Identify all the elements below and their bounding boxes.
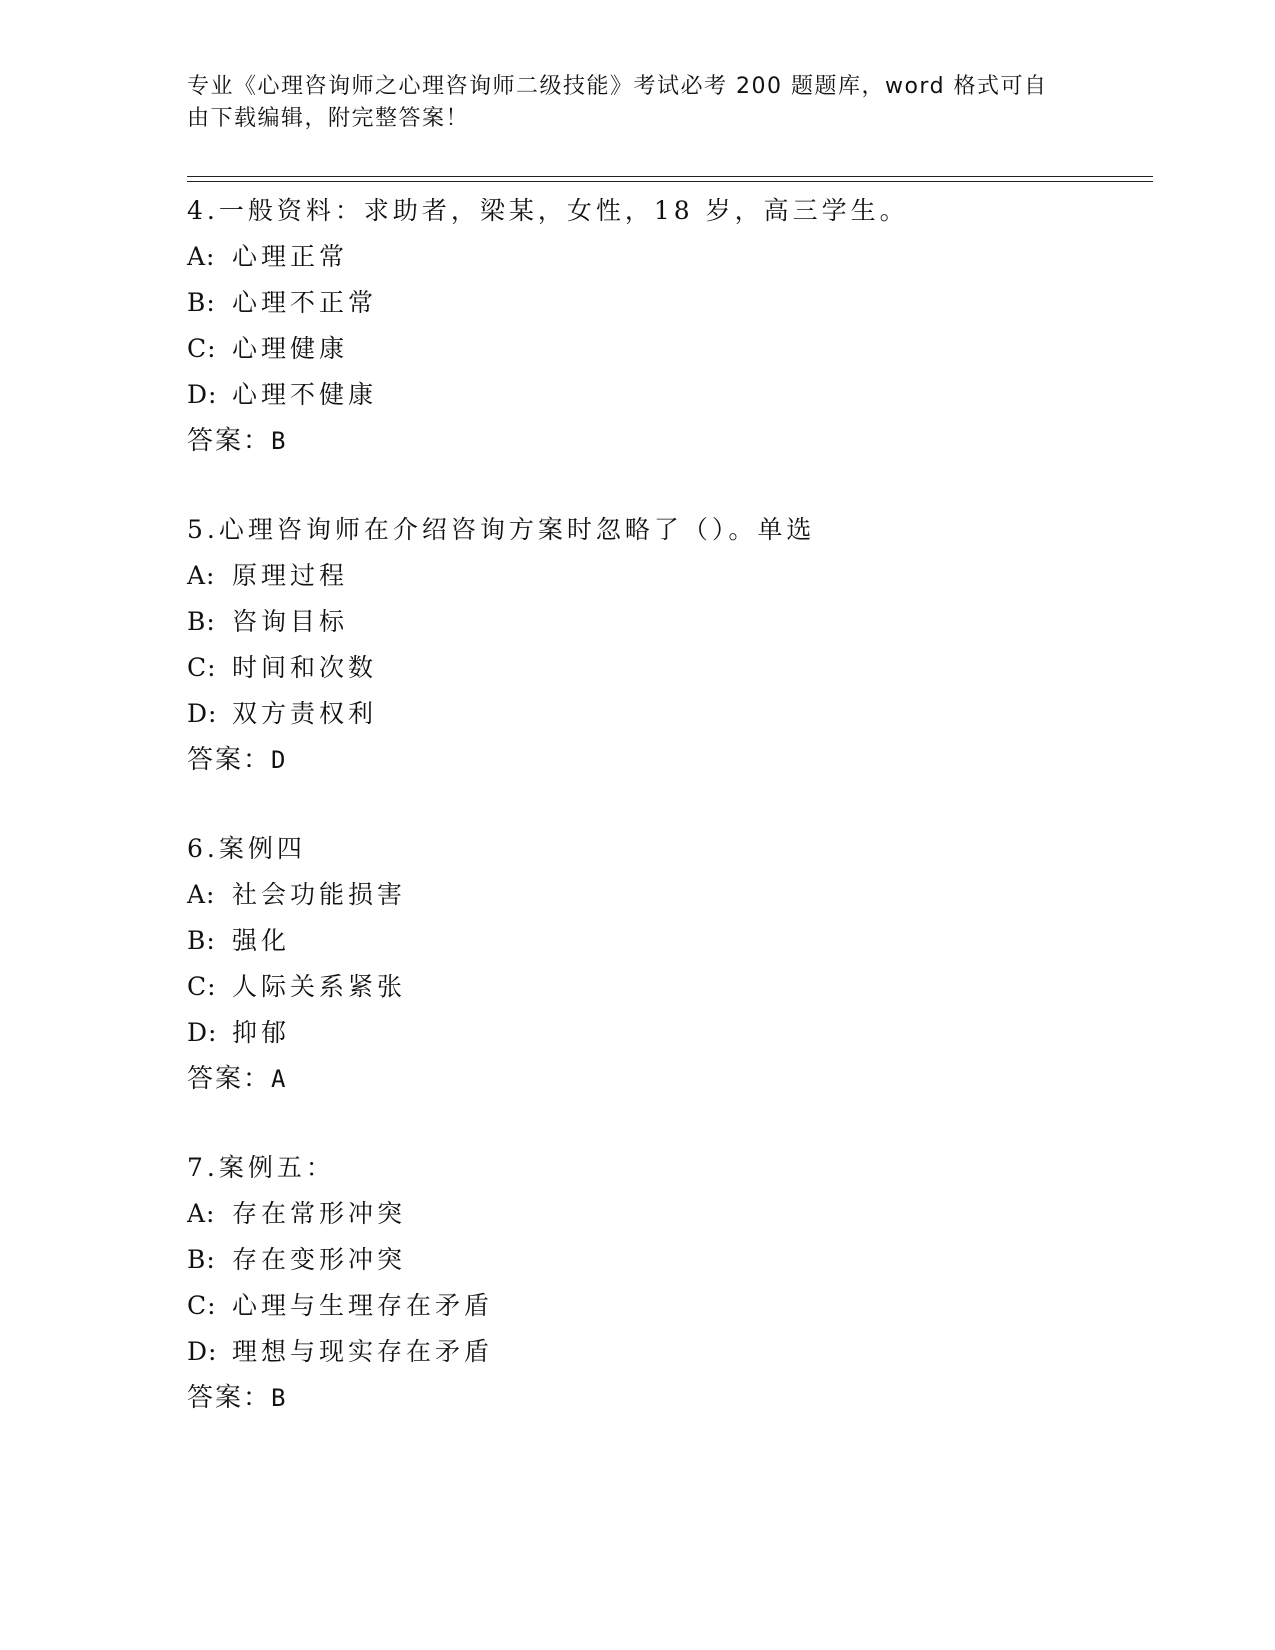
answer-line (187, 737, 1147, 783)
option-letter: B: (187, 288, 216, 317)
header-divider-bottom (187, 181, 1153, 182)
option-b (187, 599, 1147, 645)
option-letter: A: (187, 1199, 216, 1228)
option-letter: D: (187, 1018, 218, 1047)
answer-value: D (271, 746, 288, 774)
option-letter: A: (187, 561, 216, 590)
option-d (187, 1010, 1147, 1056)
option-letter: B: (187, 926, 216, 955)
option-letter: C: (187, 1291, 217, 1320)
option-letter: C: (187, 334, 217, 363)
answer-line (187, 1056, 1147, 1102)
option-a (187, 553, 1147, 599)
question-block (187, 507, 1147, 783)
option-letter: D: (187, 380, 218, 409)
document-header (187, 71, 1067, 135)
option-text: 存在常形冲突 (232, 1199, 407, 1228)
option-letter: C: (187, 653, 217, 682)
question-stem: 4.一般资料：求助者，梁某，女性，18 岁，高三学生。 (187, 196, 909, 225)
option-a (187, 234, 1147, 280)
answer-label: 答案： (187, 426, 272, 456)
answer-value: B (271, 427, 288, 455)
option-text: 抑郁 (232, 1018, 291, 1047)
header-line-1: 专业《心理咨询师之心理咨询师二级技能》考试必考 200 题题库，word 格式可自 (187, 74, 1048, 99)
option-b (187, 280, 1147, 326)
option-text: 心理正常 (232, 242, 349, 271)
option-letter: B: (187, 1245, 216, 1274)
option-d (187, 691, 1147, 737)
header-line-2: 由下载编辑，附完整答案！ (187, 106, 470, 131)
option-text: 心理不正常 (232, 288, 378, 317)
option-c (187, 645, 1147, 691)
option-text: 心理不健康 (232, 380, 378, 409)
question-stem: 7.案例五： (187, 1153, 335, 1182)
option-text: 存在变形冲突 (232, 1245, 407, 1274)
option-c (187, 1283, 1147, 1329)
answer-line (187, 418, 1147, 464)
option-text: 强化 (232, 926, 291, 955)
answer-label: 答案： (187, 745, 272, 775)
option-text: 人际关系紧张 (232, 972, 407, 1001)
answer-label: 答案： (187, 1383, 272, 1413)
option-letter: B: (187, 607, 216, 636)
option-letter: C: (187, 972, 217, 1001)
option-letter: D: (187, 699, 218, 728)
option-b (187, 1237, 1147, 1283)
answer-line (187, 1375, 1147, 1421)
question-block (187, 188, 1147, 464)
answer-value: A (271, 1065, 288, 1093)
option-a (187, 872, 1147, 918)
option-text: 理想与现实存在矛盾 (232, 1337, 494, 1366)
option-text: 双方责权利 (232, 699, 378, 728)
question-block (187, 1145, 1147, 1421)
question-block (187, 826, 1147, 1102)
option-c (187, 964, 1147, 1010)
option-a (187, 1191, 1147, 1237)
option-text: 心理与生理存在矛盾 (232, 1291, 494, 1320)
answer-label: 答案： (187, 1064, 272, 1094)
question-stem: 6.案例四 (187, 834, 306, 863)
option-text: 咨询目标 (232, 607, 349, 636)
header-divider-top (187, 176, 1153, 177)
option-text: 时间和次数 (232, 653, 378, 682)
option-b (187, 918, 1147, 964)
option-text: 心理健康 (232, 334, 349, 363)
option-letter: A: (187, 242, 216, 271)
option-letter: A: (187, 880, 216, 909)
option-text: 社会功能损害 (232, 880, 407, 909)
question-stem: 5.心理咨询师在介绍咨询方案时忽略了（）。单选 (187, 515, 816, 544)
option-letter: D: (187, 1337, 218, 1366)
option-c (187, 326, 1147, 372)
option-d (187, 372, 1147, 418)
answer-value: B (271, 1384, 288, 1412)
option-text: 原理过程 (232, 561, 349, 590)
option-d (187, 1329, 1147, 1375)
